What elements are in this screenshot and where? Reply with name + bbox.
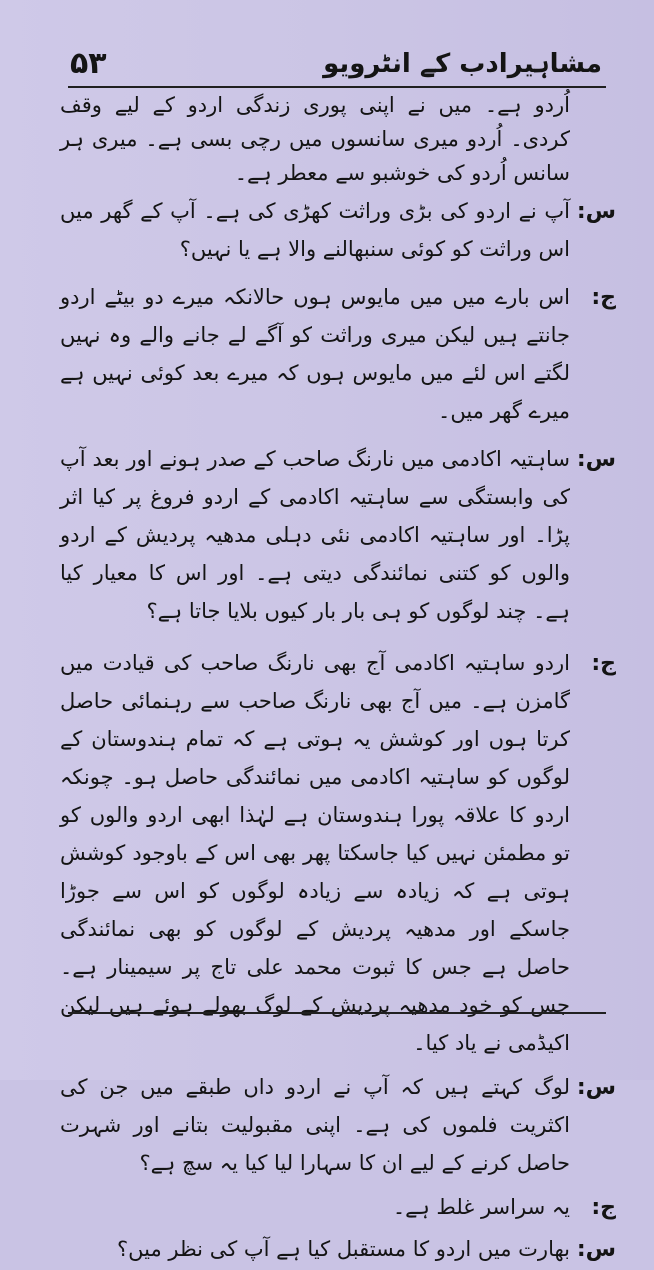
answer-label: ج:	[591, 651, 616, 676]
question-label: س:	[576, 199, 616, 224]
answer-text: اردو ساہتیہ اکادمی آج بھی نارنگ صاحب کی قیادت میں گامزن ہے۔ میں آج بھی نارنگ صاحب سے رہنمائی حاصل کرتا ہوں اور کوشش یہ ہوتی ہے کہ تمام ہندوستان کے لوگوں کو ساہتیہ اکادمی میں نمائندگی حاصل ہو۔ چونکہ اردو کا علاقہ پورا ہندوستان ہے لہٰذا ابھی اردو والوں کو تو مطمئن نہیں کیا جاسکتا پھر بھی اس کے باوجود کوشش ہوتی ہے کہ زیادہ سے زیادہ لوگوں کو اس سے جوڑا جاسکے اور مدھیہ پردیش کے لوگوں کو بھی نمائندگی حاصل ہے جس کا ثبوت محمد علی تاج پر سیمینار ہے۔ جس کو خود مدھیہ پردیش کے لوگ بھولے ہوئے ہیں لیکن اکیڈمی نے یاد کیا۔	[60, 651, 570, 1055]
answer-text: اس بارے میں میں مایوس ہوں حالانکہ میرے دو بیٹے اردو جانتے ہیں لیکن میری وراثت کو آگے لے جانے والے وہ نہیں لگتے اس لئے میں مایوس ہوں کہ میرے بعد کوئی نہیں ہے میرے گھر میں۔	[60, 285, 570, 423]
question-label: س:	[576, 1237, 616, 1262]
answer-entry	[60, 644, 616, 1062]
running-title: مشاہیرادب کے انٹرویو	[323, 49, 602, 79]
question-entry	[60, 440, 616, 630]
page-header	[70, 40, 602, 88]
question-entry	[60, 1068, 616, 1182]
entry-text: اُردو ہے۔ میں نے اپنی پوری زندگی اردو کے لیے وقف کردی۔ اُردو میری سانسوں میں رچی بسی ہے۔ میری ہر سانس اُردو کی خوشبو سے معطر ہے۔	[60, 93, 570, 185]
interview-entry	[60, 88, 616, 190]
question-label: س:	[576, 1075, 616, 1100]
question-text: ساہتیہ اکادمی میں نارنگ صاحب کے صدر ہونے اور بعد آپ کی وابستگی سے ساہتیہ اکادمی کے اردو فروغ پر کیا اثر پڑا۔ اور ساہتیہ اکادمی نئی دہلی مدھیہ پردیش کے اردو والوں کو کتنی نمائندگی دیتی ہے۔ اور اس کا معیار کیا ہے۔ چند لوگوں کو ہی بار بار کیوں بلایا جاتا ہے؟	[60, 447, 570, 623]
question-label: س:	[576, 447, 616, 472]
question-entry	[60, 1230, 616, 1268]
answer-entry	[60, 278, 616, 430]
question-text: لوگ کہتے ہیں کہ آپ نے اردو داں طبقے میں جن کی اکثریت فلموں کی ہے۔ اپنی مقبولیت بتانے اور شہرت حاصل کرنے کے لیے ان کا سہارا لیا کیا یہ سچ ہے؟	[60, 1075, 570, 1175]
answer-label: ج:	[591, 1195, 616, 1220]
footer-rule	[68, 1012, 606, 1014]
answer-label: ج:	[591, 285, 616, 310]
question-text: آپ نے اردو کی بڑی وراثت کھڑی کی ہے۔ آپ کے گھر میں اس وراثت کو کوئی سنبھالنے والا ہے یا نہیں؟	[60, 199, 570, 261]
answer-text: یہ سراسر غلط ہے۔	[392, 1195, 570, 1219]
question-entry	[60, 192, 616, 268]
question-text: بھارت میں اردو کا مستقبل کیا ہے آپ کی نظر میں؟	[116, 1237, 570, 1261]
page-number: ۵۳	[70, 46, 107, 81]
interview-text	[60, 88, 616, 1268]
answer-entry	[60, 1188, 616, 1226]
